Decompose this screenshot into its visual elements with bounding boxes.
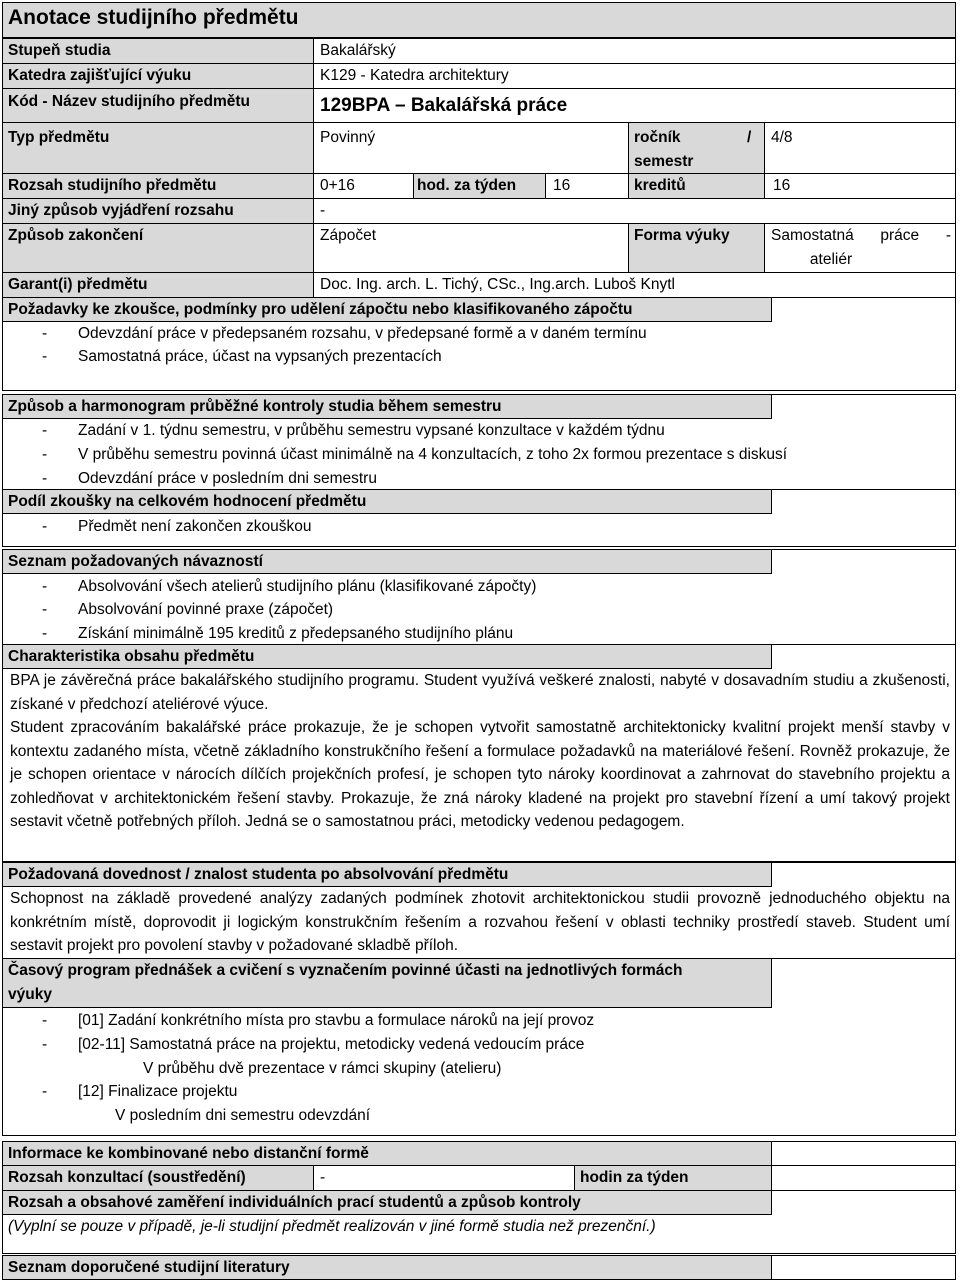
empty-cell bbox=[771, 1141, 956, 1166]
list-dash: - bbox=[42, 1012, 48, 1029]
program-subitem: V posledním dni semestru odevzdání bbox=[115, 1107, 371, 1124]
garant-label: Garant(i) předmětu bbox=[8, 276, 148, 293]
charakteristika-heading: Charakteristika obsahu předmětu bbox=[8, 648, 255, 665]
kombinovane-heading: Informace ke kombinované nebo distanční formě bbox=[8, 1145, 369, 1162]
semestr-label: semestr bbox=[634, 153, 694, 170]
list-dash: - bbox=[42, 578, 48, 595]
individual-note: (Vyplní se pouze v případě, je-li studijní předmět realizován v jiné formě studia než prezenční.) bbox=[8, 1218, 656, 1235]
list-dash: - bbox=[42, 601, 48, 618]
podil-heading: Podíl zkoušky na celkovém hodnocení předmětu bbox=[8, 493, 367, 510]
program-item: [01] Zadání konkrétního místa pro stavbu a formulace nároků na její provoz bbox=[78, 1012, 595, 1029]
forma-value-line1: Samostatná práce - bbox=[771, 227, 951, 244]
jiny-label: Jiný způsob vyjádření rozsahu bbox=[8, 202, 234, 219]
literatura-heading: Seznam doporučené studijní literatury bbox=[8, 1259, 290, 1276]
program-heading-line2: výuky bbox=[8, 986, 52, 1003]
navaznosti-item: Absolvování povinné praxe (zápočet) bbox=[78, 601, 334, 618]
hod-value: 16 bbox=[553, 177, 571, 194]
dovednost-heading: Požadovaná dovednost / znalost studenta po absolvování předmětu bbox=[8, 866, 509, 883]
harmonogram-item: Zadání v 1. týdnu semestru, v průběhu semestru vypsané konzultace v každém týdnu bbox=[78, 422, 665, 439]
value-cell bbox=[313, 1165, 575, 1191]
list-dash: - bbox=[42, 470, 48, 487]
navaznosti-heading: Seznam požadovaných návazností bbox=[8, 553, 263, 570]
zakonceni-label: Způsob zakončení bbox=[8, 227, 144, 244]
stupen-label: Stupeň studia bbox=[8, 42, 111, 59]
navaznosti-item: Absolvování všech atelierů studijního plánu (klasifikované zápočty) bbox=[78, 578, 537, 595]
harmonogram-item: Odevzdání práce v posledním dni semestru bbox=[78, 470, 377, 487]
value-cell bbox=[764, 173, 956, 199]
hodin-label: hodin za týden bbox=[580, 1169, 689, 1186]
page-title: Anotace studijního předmětu bbox=[8, 6, 299, 29]
podil-item: Předmět není zakončen zkouškou bbox=[78, 518, 312, 535]
kod-value: 129BPA – Bakalářská práce bbox=[320, 95, 568, 116]
list-dash: - bbox=[42, 422, 48, 439]
charakteristika-paragraph-2: Student zpracováním bakalářské práce prokazuje, že je schopen vytvořit samostatně architektonicky kvalitní projekt menší stavby v kontextu zadaného místa, včetně základního konstrukčního řešení a formulace požadavků na materiálové řešení. Rovněž prokazuje, že je schopen orientace v nárocích dílčích projekčních profesí, je schopen tyto nároky koordinovat a zahrnovat do stavebního projektu a zohledňovat v architektonickém řešení stavby. Prokazuje, že zná nároky kladené na projekt pro stavební řízení a umí takový projekt sestavit včetně potřebných příloh. Jedná se o samostatnou práci, metodicky vedenou pedagogem. bbox=[10, 719, 950, 831]
program-item: [02-11] Samostatná práce na projektu, metodicky vedená vedoucím práce bbox=[78, 1036, 585, 1053]
harmonogram-heading: Způsob a harmonogram průběžné kontroly studia během semestru bbox=[8, 398, 502, 415]
value-cell bbox=[313, 198, 956, 224]
list-dash: - bbox=[42, 1036, 48, 1053]
pozadavky-heading: Požadavky ke zkoušce, podmínky pro udělení zápočtu nebo klasifikovaného zápočtu bbox=[8, 301, 633, 318]
list-dash: - bbox=[42, 348, 48, 365]
typ-value: Povinný bbox=[320, 129, 376, 146]
annotation-form bbox=[2, 2, 956, 1280]
stupen-value: Bakalářský bbox=[320, 42, 396, 59]
rozsah-value: 0+16 bbox=[320, 177, 355, 194]
pozadavky-item: Samostatná práce, účast na vypsaných prezentacích bbox=[78, 348, 442, 365]
kredit-value: 16 bbox=[773, 177, 791, 194]
value-cell bbox=[764, 122, 956, 174]
konzultace-value: - bbox=[320, 1169, 326, 1186]
charakteristika-paragraph-1: BPA je závěrečná práce bakalářského studijního programu. Student využívá veškeré znalosti, nabyté v dosavadním studiu a zkušenosti, získané v předchozí ateliérové výuce. bbox=[10, 672, 950, 713]
program-heading-line1: Časový program přednášek a cvičení s vyznačením povinné účasti na jednotlivých formách bbox=[8, 962, 683, 979]
katedra-value: K129 - Katedra architektury bbox=[320, 67, 509, 84]
forma-label: Forma výuky bbox=[634, 227, 730, 244]
dovednost-paragraph: Schopnost na základě provedené analýzy zadaných podmínek zhotovit architektonickou studii provozně jednoduchého objektu na konkrétním místě, doprovodit ji logickým konstrukčním řešením a rozvahou řešení v oblasti techniky prostředí staveb. Student umí sestavit projekt pro povolení stavby v požadované skladbě příloh. bbox=[10, 890, 950, 955]
katedra-label: Katedra zajišťující výuku bbox=[8, 67, 192, 84]
kredit-label: kreditů bbox=[634, 177, 686, 194]
list-dash: - bbox=[42, 325, 48, 342]
kod-label: Kód - Název studijního předmětu bbox=[8, 93, 250, 110]
harmonogram-item: V průběhu semestru povinná účast minimálně na 4 konzultacích, z toho 2x formou prezentace s diskusí bbox=[78, 446, 788, 463]
empty-cell bbox=[771, 1165, 956, 1191]
list-dash: - bbox=[42, 518, 48, 535]
zakonceni-value: Zápočet bbox=[320, 227, 377, 244]
list-dash: - bbox=[42, 625, 48, 642]
rozsah-label: Rozsah studijního předmětu bbox=[8, 177, 217, 194]
list-dash: - bbox=[42, 1083, 48, 1100]
garant-value: Doc. Ing. arch. L. Tichý, CSc., Ing.arch. Luboš Knytl bbox=[320, 276, 675, 293]
hod-label: hod. za týden bbox=[417, 177, 517, 194]
rocnik-slash: / bbox=[747, 129, 752, 146]
typ-label: Typ předmětu bbox=[8, 129, 110, 146]
forma-value-line2: ateliér bbox=[809, 251, 853, 268]
program-item: [12] Finalizace projektu bbox=[78, 1083, 238, 1100]
rocnik-value: 4/8 bbox=[771, 129, 793, 146]
list-dash: - bbox=[42, 446, 48, 463]
individual-heading: Rozsah a obsahové zaměření individuálních prací studentů a způsob kontroly bbox=[8, 1194, 581, 1211]
program-subitem: V průběhu dvě prezentace v rámci skupiny (atelieru) bbox=[143, 1060, 502, 1077]
value-cell bbox=[313, 38, 956, 64]
navaznosti-item: Získání minimálně 195 kreditů z předepsaného studijního plánu bbox=[78, 625, 514, 642]
pozadavky-item: Odevzdání práce v předepsaném rozsahu, v předepsané formě a v daném termínu bbox=[78, 325, 647, 342]
konzultace-label: Rozsah konzultací (soustředění) bbox=[8, 1169, 246, 1186]
jiny-value: - bbox=[320, 202, 326, 219]
rocnik-label: ročník bbox=[634, 129, 681, 146]
